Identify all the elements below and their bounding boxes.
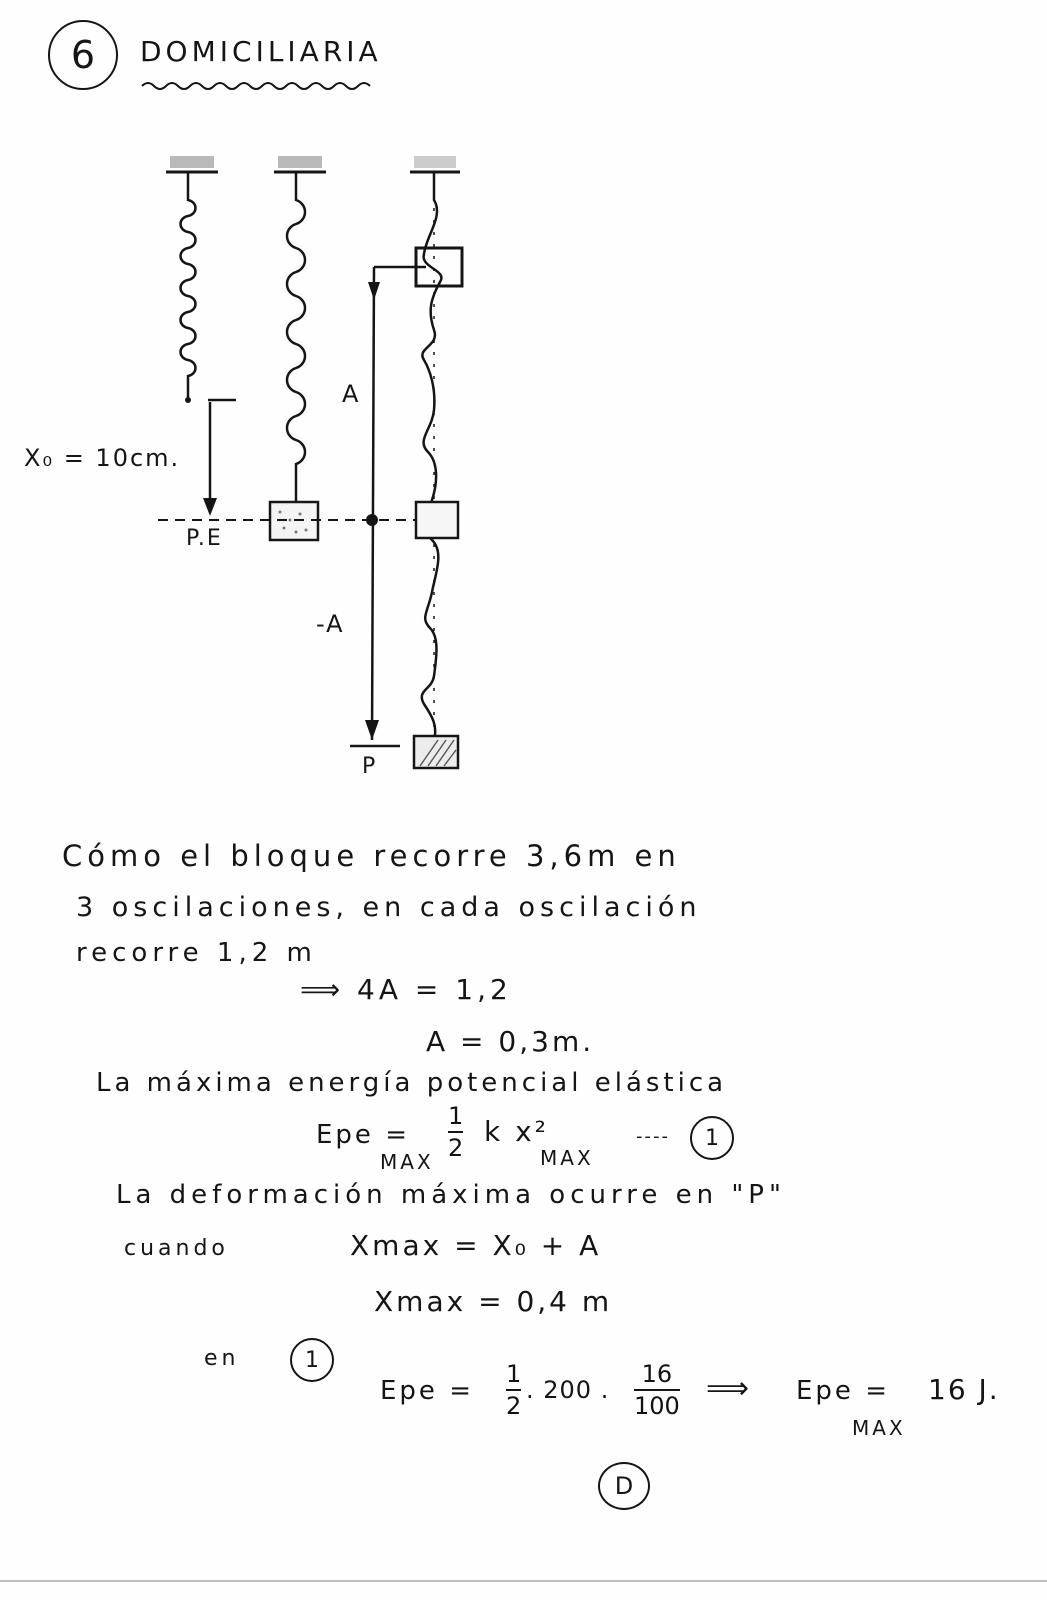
spring-equilibrium [287, 172, 305, 502]
epe-fraction-den: 2 [448, 1134, 464, 1162]
ceiling-hatch-3 [410, 156, 460, 172]
solution-line-3: recorre 1,2 m [76, 938, 317, 968]
solution-line-6a: cuando [124, 1236, 229, 1261]
epe-fraction [448, 1104, 463, 1160]
final-lhs: Epe = [380, 1376, 474, 1406]
solution-line-2: 3 oscilaciones, en cada oscilación [76, 892, 702, 923]
epe-dots: ---- [636, 1126, 670, 1147]
equation-amplitude: A = 0,3m. [426, 1025, 595, 1058]
problem-number: 6 [70, 33, 96, 77]
amplitude-negative-label: -A [316, 610, 345, 638]
substitution-ref-circle [290, 1338, 334, 1382]
answer-letter: D [614, 1472, 634, 1500]
page-bottom-edge [0, 1580, 1047, 1582]
final-result-sub: MAX [852, 1416, 906, 1440]
solution-line-5: La deformación máxima ocurre en "P" [116, 1180, 786, 1210]
final-fraction-1-den: 2 [506, 1392, 522, 1420]
final-arrow: ⟹ [706, 1371, 750, 1406]
solution-line-1: Cómo el bloque recorre 3,6m en [62, 839, 681, 873]
epe-lhs: Epe = [316, 1120, 410, 1150]
final-result-value: 16 J. [928, 1373, 1000, 1406]
block-middle [416, 502, 458, 538]
equation-ref-circle [690, 1116, 734, 1160]
final-fraction-2-den: 100 [634, 1392, 680, 1420]
x0-label: X₀ = 10cm. [24, 444, 181, 472]
final-fraction-2 [634, 1362, 680, 1418]
substitution-en: en [204, 1346, 240, 1371]
p-label: P [362, 754, 376, 779]
equation-4a: ⟹ 4A = 1,2 [300, 973, 512, 1006]
epe-rhs: k x² [484, 1115, 549, 1148]
substitution-ref: 1 [305, 1347, 319, 1373]
spring-oscillating [422, 172, 442, 740]
ceiling-hatch-2 [274, 156, 326, 172]
solution-line-4: La máxima energía potencial elástica [96, 1068, 728, 1098]
page-title: DOMICILIARIA [140, 35, 382, 68]
amplitude-line [372, 267, 374, 740]
equation-xmax-value: Xmax = 0,4 m [374, 1285, 613, 1318]
spring-natural [181, 172, 196, 400]
final-fraction-1 [506, 1362, 521, 1418]
pe-label: P.E [186, 526, 223, 551]
epe-lhs-sub: MAX [380, 1150, 434, 1174]
amplitude-positive-label: A [342, 380, 359, 408]
equation-xmax-def: Xmax = X₀ + A [350, 1229, 602, 1262]
block-bottom [414, 736, 458, 768]
final-fraction-2-num: 16 [641, 1360, 673, 1388]
final-middle: . 200 . [526, 1376, 610, 1404]
answer-circle [598, 1462, 650, 1510]
epe-rhs-sub: MAX [540, 1146, 594, 1170]
final-fraction-1-num: 1 [506, 1360, 522, 1388]
final-result-lhs: Epe = [796, 1376, 890, 1406]
equation-ref: 1 [705, 1125, 719, 1151]
ceiling-hatch-1 [166, 156, 218, 172]
epe-fraction-num: 1 [448, 1102, 464, 1130]
